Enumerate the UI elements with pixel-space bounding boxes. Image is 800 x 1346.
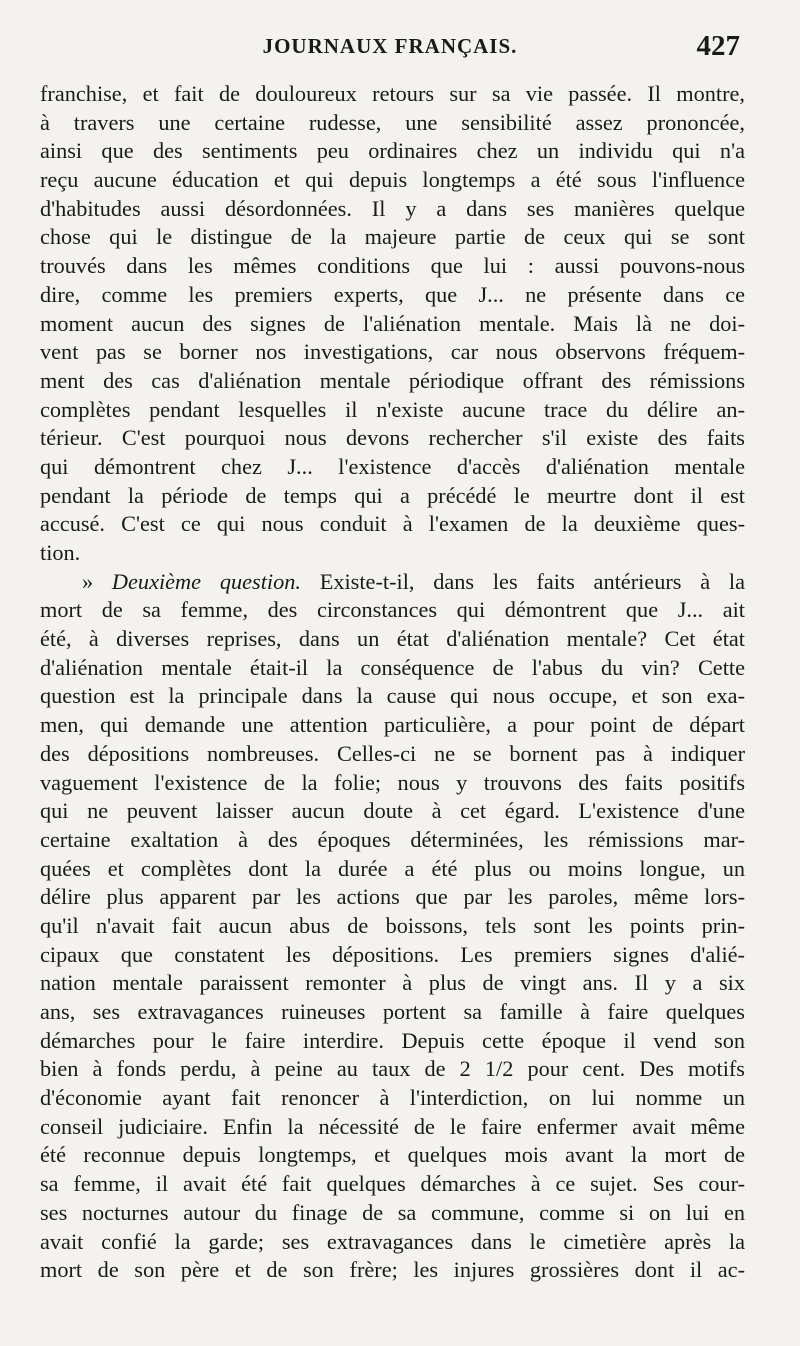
text-line: moment aucun des signes de l'aliénation mentale. Mais là ne doi-: [40, 310, 745, 336]
body-text: [40, 80, 745, 1285]
text-line: conseil judiciaire. Enfin la nécessité de le faire enfermer avait même: [40, 1113, 745, 1139]
text-line: qui démontrent chez J... l'existence d'accès d'aliénation mentale: [40, 453, 745, 479]
text-line: bien à fonds perdu, à peine au taux de 2 1/2 pour cent. Des motifs: [40, 1056, 745, 1082]
text-line: ans, ses extravagances ruineuses portent sa famille à faire quelques: [40, 999, 745, 1024]
running-title: JOURNAUX FRANÇAIS.: [262, 34, 518, 58]
text-line: quées et complètes dont la durée a été plus ou moins longue, un: [40, 855, 745, 881]
text-line: reçu aucune éducation et qui depuis longtemps a été sous l'influence: [40, 167, 745, 193]
text-line: dire, comme les premiers experts, que J... ne présente dans ce: [40, 281, 745, 307]
text-line: sa femme, il avait été fait quelques démarches à ce sujet. Ses cour-: [40, 1171, 745, 1197]
text-line: été, à diverses reprises, dans un état d'aliénation mentale? Cet état: [40, 626, 745, 652]
text-line: d'aliénation mentale était-il la conséquence de l'abus du vin? Cette: [40, 654, 745, 680]
text-line: [40, 568, 745, 597]
text-line: tion.: [40, 540, 81, 565]
text-line: mort de sa femme, des circonstances qui démontrent que J... ait: [40, 597, 745, 623]
text-line: complètes pendant lesquelles il n'existe aucune trace du délire an-: [40, 396, 745, 422]
text-line: à travers une certaine rudesse, une sensibilité assez prononcée,: [40, 109, 745, 135]
text-line: démarches pour le faire interdire. Depuis cette époque il vend son: [40, 1027, 745, 1053]
text-line: nation mentale paraissent remonter à plus de vingt ans. Il y a six: [40, 970, 745, 996]
quote-mark: »: [82, 568, 112, 594]
text-line: délire plus apparent par les actions que par les paroles, même lors-: [40, 884, 745, 910]
text-line: ment des cas d'aliénation mentale périodique offrant des rémissions: [40, 367, 745, 393]
running-head: [40, 30, 740, 66]
text-line: d'habitudes aussi désordonnées. Il y a dans ses manières quelque: [40, 195, 745, 221]
line-text: Existe-t-il, dans les faits antérieurs à la: [300, 568, 745, 594]
text-line: ses nocturnes autour du finage de sa commune, comme si on lui en: [40, 1199, 745, 1225]
section-heading-italic: Deuxième question.: [111, 568, 301, 594]
text-line: certaine exaltation à des époques déterminées, les rémissions mar-: [40, 826, 745, 852]
text-line: pendant la période de temps qui a précédé le meurtre dont il est: [40, 482, 745, 508]
text-line: mort de son père et de son frère; les injures grossières dont il ac-: [40, 1257, 745, 1283]
text-line: trouvés dans les mêmes conditions que lui : aussi pouvons-nous: [40, 253, 745, 279]
text-line: chose qui le distingue de la majeure partie de ceux qui se sont: [40, 224, 745, 250]
text-line: des dépositions nombreuses. Celles-ci ne se bornent pas à indiquer: [40, 740, 745, 766]
text-line: d'économie ayant fait renoncer à l'interdiction, on lui nomme un: [40, 1085, 745, 1111]
text-line: vent pas se borner nos investigations, car nous observons fréquem-: [40, 339, 745, 365]
text-line: qu'il n'avait fait aucun abus de boissons, tels sont les points prin-: [40, 912, 745, 938]
text-line: question est la principale dans la cause qui nous occupe, et son exa-: [40, 683, 745, 709]
text-line: été reconnue depuis longtemps, et quelques mois avant la mort de: [40, 1142, 745, 1168]
text-line: franchise, et fait de douloureux retours sur sa vie passée. Il montre,: [40, 81, 745, 106]
text-line: térieur. C'est pourquoi nous devons rechercher s'il existe des faits: [40, 425, 745, 451]
text-line: accusé. C'est ce qui nous conduit à l'examen de la deuxième ques-: [40, 511, 745, 537]
text-line: ainsi que des sentiments peu ordinaires chez un individu qui n'a: [40, 138, 745, 164]
text-line: avait confié la garde; ses extravagances dans le cimetière après la: [40, 1228, 745, 1254]
text-line: cipaux que constatent les dépositions. Les premiers signes d'alié-: [40, 941, 745, 967]
text-line: qui ne peuvent laisser aucun doute à cet égard. L'existence d'une: [40, 798, 745, 824]
text-line: vaguement l'existence de la folie; nous y trouvons des faits positifs: [40, 769, 745, 795]
text-line: men, qui demande une attention particulière, a pour point de départ: [40, 712, 745, 738]
page-number: 427: [696, 30, 740, 62]
